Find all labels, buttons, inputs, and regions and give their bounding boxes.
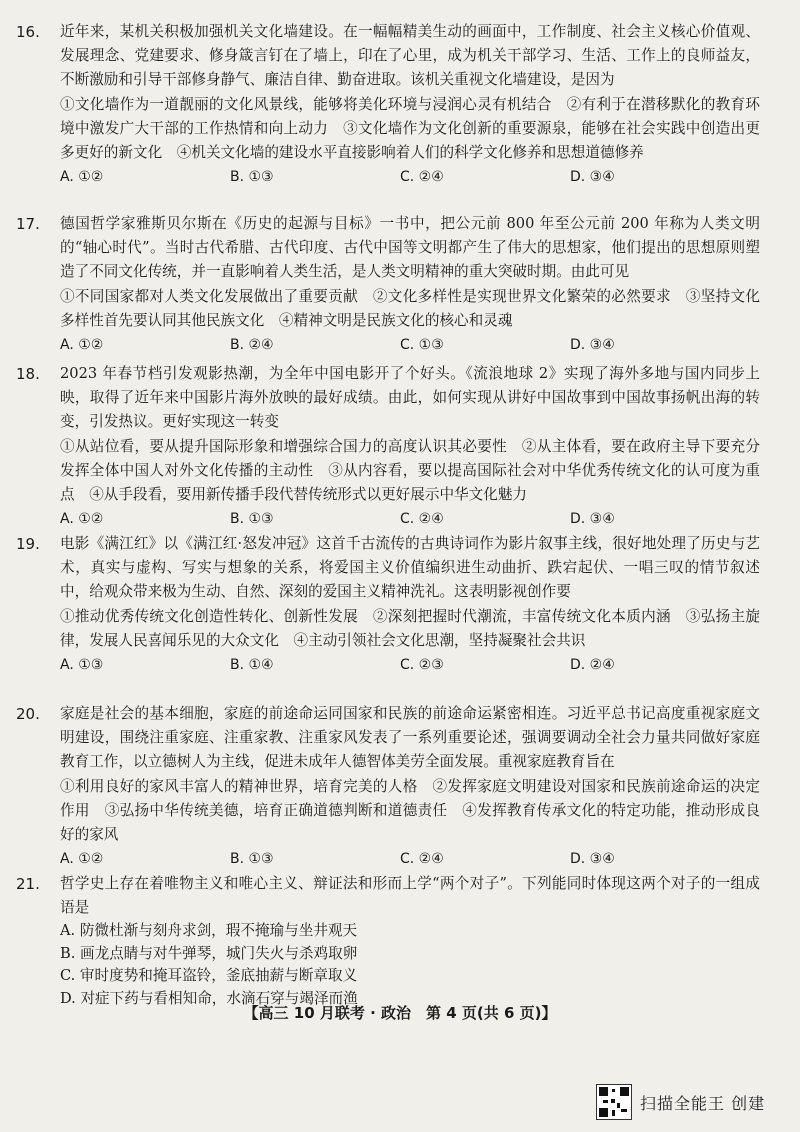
question-number: 19. <box>16 535 40 553</box>
option-d: D. ②④ <box>570 657 615 674</box>
question-number: 16. <box>16 23 40 41</box>
option-c: C. ①③ <box>400 337 444 354</box>
option-b: B. ①③ <box>230 511 274 528</box>
question-stem: 电影《满江红》以《满江红·怒发冲冠》这首千古流传的古典诗词作为影片叙事主线，很好地处理了历史与艺术，真实与虚构、写实与想象的关系，将爱国主义价值编织进生动曲折、跌宕起伏、一唱三叹的情节叙述中，给观众带来极为生动、自然、深刻的爱国主义精神洗礼。这表明影视创作要 <box>60 535 760 601</box>
option-c: C. ②④ <box>400 511 444 528</box>
answer-options <box>60 333 760 357</box>
question-stem: 近年来，某机关积极加强机关文化墙建设。在一幅幅精美生动的画面中，工作制度、社会主义核心价值观、发展理念、党建要求、修身箴言钉在了墙上，印在了心里，成为机关干部学习、生活、工作上的良师益友，不断激励和引导干部修身静气、廉洁自律、勤奋进取。该机关重视文化墙建设，是因为 <box>60 23 760 89</box>
question-20 <box>16 702 760 871</box>
question-16 <box>16 20 760 189</box>
option-a: A. ①② <box>60 511 104 528</box>
question-19 <box>16 532 760 677</box>
option-a: A. ①② <box>60 169 104 186</box>
option-b: B. ①③ <box>230 169 274 186</box>
question-statements: ①推动优秀传统文化创造性转化、创新性发展 ②深刻把握时代潮流，丰富传统文化本质内涵 ③弘扬主旋律，发展人民喜闻乐见的大众文化 ④主动引领社会文化思潮，坚持凝聚社会共识 <box>60 607 760 649</box>
option-b: B. ①③ <box>230 851 274 868</box>
option-c: C. ②④ <box>400 851 444 868</box>
option-d: D. ③④ <box>570 511 615 528</box>
choice-b: B. 画龙点睛与对牛弹琴，城门失火与杀鸡取卵 <box>60 944 358 962</box>
choice-d: D. 对症下药与看相知命，水滴石穿与竭泽而渔 <box>60 989 358 1007</box>
qr-code-icon <box>596 1084 632 1120</box>
question-stem: 德国哲学家雅斯贝尔斯在《历史的起源与目标》一书中，把公元前 800 年至公元前 200 年称为人类文明的“轴心时代”。当时古代希腊、古代印度、古代中国等文明都产生了伟大的思想家，他们提出的思想原则塑造了不同文化传统，并一直影响着人类生活，是人类文明精神的重大突破时期。由此可见 <box>60 215 760 281</box>
question-statements: ①不同国家都对人类文化发展做出了重要贡献 ②文化多样性是实现世界文化繁荣的必然要求 ③坚持文化多样性首先要认同其他民族文化 ④精神文明是民族文化的核心和灵魂 <box>60 287 760 329</box>
scanner-watermark <box>596 1082 765 1122</box>
question-statements: ①文化墙作为一道靓丽的文化风景线，能够将美化环境与浸润心灵有机结合 ②有利于在潜移默化的教育环境中激发广大干部的工作热情和向上动力 ③文化墙作为文化创新的重要源泉，能够在社会实践中创造出更多更好的新文化 ④机关文化墙的建设水平直接影响着人们的科学文化修养和思想道德修养 <box>60 95 760 162</box>
question-statements: ①利用良好的家风丰富人的精神世界，培育完美的人格 ②发挥家庭文明建设对国家和民族前途命运的决定作用 ③弘扬中华传统美德，培育正确道德判断和道德责任 ④发挥教育传承文化的特定功能，推动形成良好的家风 <box>60 777 760 844</box>
choice-a: A. 防微杜渐与刻舟求剑，瑕不掩瑜与坐井观天 <box>60 922 358 940</box>
option-a: A. ①③ <box>60 657 104 674</box>
option-d: D. ③④ <box>570 169 615 186</box>
question-17 <box>16 212 760 357</box>
question-stem: 2023 年春节档引发观影热潮，为全年中国电影开了个好头。《流浪地球 2》实现了海外多地与国内同步上映，取得了近年来中国影片海外放映的最好成绩。由此，如何实现从讲好中国故事到中国故事扬帆出海的转变，引发热议。更好实现这一转变 <box>60 365 760 431</box>
answer-options <box>60 653 760 677</box>
answer-options <box>60 165 760 189</box>
question-18 <box>16 362 760 531</box>
answer-options <box>60 507 760 531</box>
option-d: D. ③④ <box>570 337 615 354</box>
question-number: 21. <box>16 875 40 893</box>
option-b: B. ①④ <box>230 657 274 674</box>
option-a: A. ①② <box>60 851 104 868</box>
page-footer: 【高三 10 月联考 · 政治 第 4 页(共 6 页)】 <box>243 1004 557 1022</box>
watermark-text: 扫描全能王 创建 <box>640 1093 766 1113</box>
option-d: D. ③④ <box>570 851 615 868</box>
option-c: C. ②④ <box>400 169 444 186</box>
question-statements: ①从站位看，要从提升国际形象和增强综合国力的高度认识其必要性 ②从主体看，要在政府主导下要充分发挥全体中国人对外文化传播的主动性 ③从内容看，要以提高国际社会对中华优秀传统文化的认可度为重点 ④从手段看，要用新传播手段代替传统形式以更好展示中华文化魅力 <box>60 437 760 504</box>
option-a: A. ①② <box>60 337 104 354</box>
answer-options <box>60 847 760 871</box>
option-b: B. ②④ <box>230 337 274 354</box>
answer-choices <box>60 920 760 1010</box>
question-number: 20. <box>16 705 40 723</box>
question-stem: 家庭是社会的基本细胞，家庭的前途命运同国家和民族的前途命运紧密相连。习近平总书记高度重视家庭文明建设，围绕注重家庭、注重家教、注重家风发表了一系列重要论述，强调要调动全社会力量共同做好家庭教育工作，以立德树人为主线，促进未成年人德智体美劳全面发展。重视家庭教育旨在 <box>60 705 760 771</box>
question-number: 18. <box>16 365 40 383</box>
question-21 <box>16 872 760 1010</box>
question-stem: 哲学史上存在着唯物主义和唯心主义、辩证法和形而上学“两个对子”。下列能同时体现这两个对子的一组成语是 <box>60 875 760 917</box>
choice-c: C. 审时度势和掩耳盗铃，釜底抽薪与断章取义 <box>60 967 358 985</box>
question-number: 17. <box>16 215 40 233</box>
option-c: C. ②③ <box>400 657 444 674</box>
